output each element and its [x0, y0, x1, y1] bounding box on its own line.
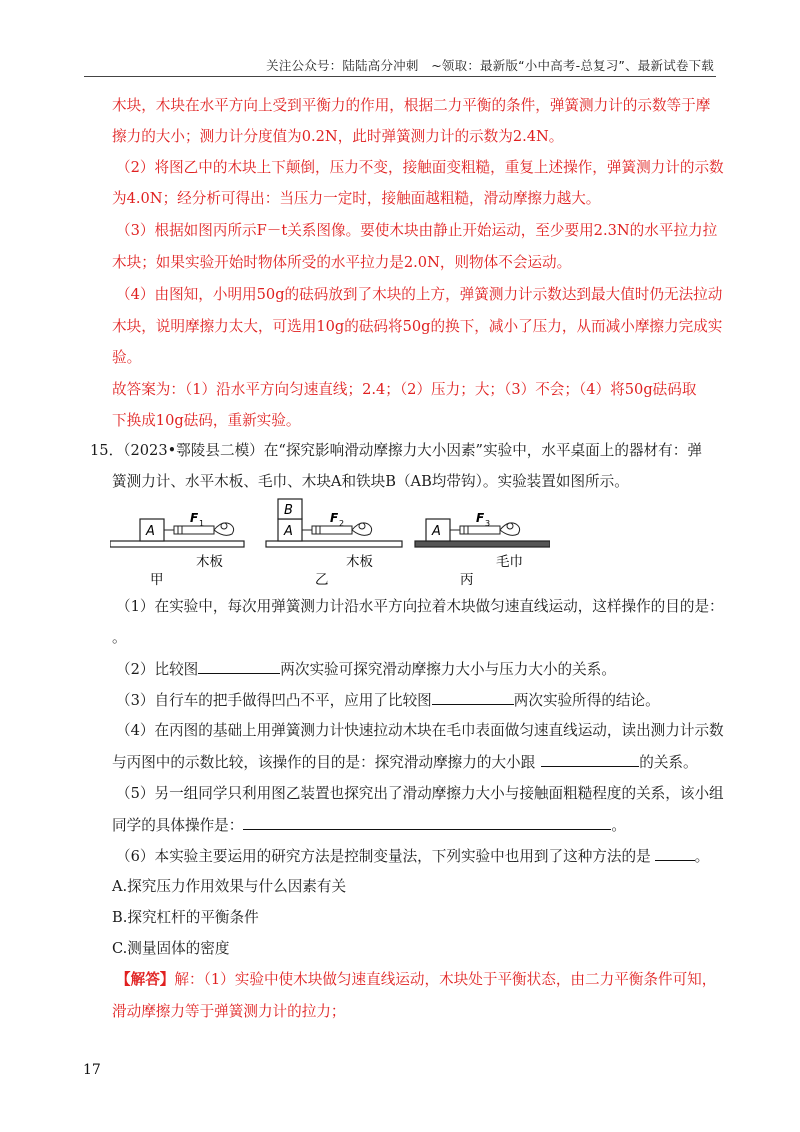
block-a-label: A: [432, 524, 441, 539]
sub-question-5: （5）另一组同学只利用图乙装置也探究出了滑动摩擦力大小与接触面粗糙程度的关系，该小组: [116, 785, 724, 802]
answer-line: （3）根据如图丙所示F－t关系图像。要使木块由静止开始运动，至少要用2.3N的水平拉力拉: [116, 222, 718, 239]
panel-label: 丙: [460, 572, 474, 586]
answer-line: （2）将图乙中的木块上下颠倒，压力不变，接触面变粗糙，重复上述操作，弹簧测力计的示数: [116, 159, 724, 176]
answer-blank[interactable]: [541, 752, 639, 767]
option-b: B.探究杠杆的平衡条件: [112, 909, 259, 926]
sub-question-3: （3）自行车的把手做得凹凸不平，应用了比较图 两次实验所得的结论。: [116, 692, 660, 709]
force-label: F: [476, 511, 485, 525]
answer-line: 擦力的大小；测力计分度值为0.2N，此时弹簧测力计的示数为2.4N。: [112, 128, 564, 145]
surface-label: 木板: [196, 554, 223, 570]
panel-yi: [266, 499, 402, 547]
answer-line: 为4.0N；经分析可得出：当压力一定时，接触面越粗糙，滑动摩擦力越大。: [112, 190, 601, 207]
solution-line: 【解答】解：（1）实验中使木块做匀速直线运动，木块处于平衡状态，由二力平衡条件可知，: [116, 971, 717, 988]
panel-jia: [110, 511, 244, 547]
force-subscript: 3: [485, 519, 491, 528]
answer-blank[interactable]: [243, 815, 611, 830]
answer-blank[interactable]: [655, 846, 695, 861]
sub-question-1: （1）在实验中，每次用弹簧测力计沿水平方向拉着木块做匀速直线运动，这样操作的目的是：: [116, 598, 724, 615]
sub-question-5-cont: 同学的具体操作是： 。: [112, 817, 626, 834]
answer-line: 故答案为：（1）沿水平方向匀速直线；2.4；（2）压力；大；（3）不会；（4）将50g砝码取: [112, 381, 697, 398]
force-label: F: [330, 511, 339, 525]
answer-line: （4）由图知，小明用50g的砝码放到了木块的上方，弹簧测力计示数达到最大值时仍无法拉动: [116, 286, 723, 303]
surface-label: 毛巾: [496, 554, 523, 570]
sub-question-1-end: 。: [112, 629, 127, 646]
force-label: F: [190, 511, 199, 525]
answer-line: 木块；如果实验开始时物体所受的水平拉力是2.0N，则物体不会运动。: [112, 254, 572, 271]
sub-question-6: （6）本实验主要运用的研究方法是控制变量法，下列实验中也用到了这种方法的是 。: [116, 848, 710, 865]
answer-blank[interactable]: [198, 659, 280, 674]
solution-tag: 【解答】: [116, 971, 175, 988]
page-header: 关注公众号：陆陆高分冲刺 ~领取：最新版“小中高考-总复习”、最新试卷下载: [266, 58, 714, 73]
block-a-label: A: [146, 524, 155, 539]
option-c: C.测量固体的密度: [112, 940, 230, 957]
question-stem: 簧测力计、水平木板、毛巾、木块A和铁块B（AB均带钩）。实验装置如图所示。: [112, 473, 629, 490]
answer-line: 木块，木块在水平方向上受到平衡力的作用，根据二力平衡的条件，弹簧测力计的示数等于摩: [112, 97, 711, 114]
panel-label: 甲: [150, 572, 164, 586]
header-divider: [84, 76, 716, 77]
sub-question-2: （2）比较图 两次实验可探究滑动摩擦力大小与压力大小的关系。: [116, 661, 616, 678]
force-subscript: 2: [339, 519, 345, 528]
solution-line: 滑动摩擦力等于弹簧测力计的拉力；: [112, 1003, 346, 1020]
page-number: 17: [83, 1062, 101, 1078]
block-b-label: B: [284, 503, 293, 518]
panel-bing: [415, 511, 550, 547]
answer-blank[interactable]: [432, 690, 514, 705]
panel-label: 乙: [315, 572, 329, 586]
block-a-label: A: [284, 524, 293, 539]
sub-question-4-cont: 与丙图中的示数比较，该操作的目的是：探究滑动摩擦力的大小跟 的关系。: [112, 754, 698, 771]
question-stem: 15．（2023•鄠陵县二模）在“探究影响滑动摩擦力大小因素”实验中，水平桌面上的器材有：弹: [90, 442, 702, 459]
answer-line: 木块，说明摩擦力太大，可选用10g的砝码将50g的换下，减小了压力，从而减小摩擦力完成实: [112, 318, 723, 335]
sub-question-4: （4）在丙图的基础上用弹簧测力计快速拉动木块在毛巾表面做匀速直线运动，读出测力计示数: [116, 722, 724, 739]
experiment-figure: [110, 498, 550, 586]
answer-line: 下换成10g砝码，重新实验。: [112, 412, 301, 429]
answer-line: 验。: [112, 349, 142, 366]
force-subscript: 1: [199, 519, 205, 528]
surface-label: 木板: [346, 554, 373, 570]
option-a: A.探究压力作用效果与什么因素有关: [112, 878, 347, 895]
